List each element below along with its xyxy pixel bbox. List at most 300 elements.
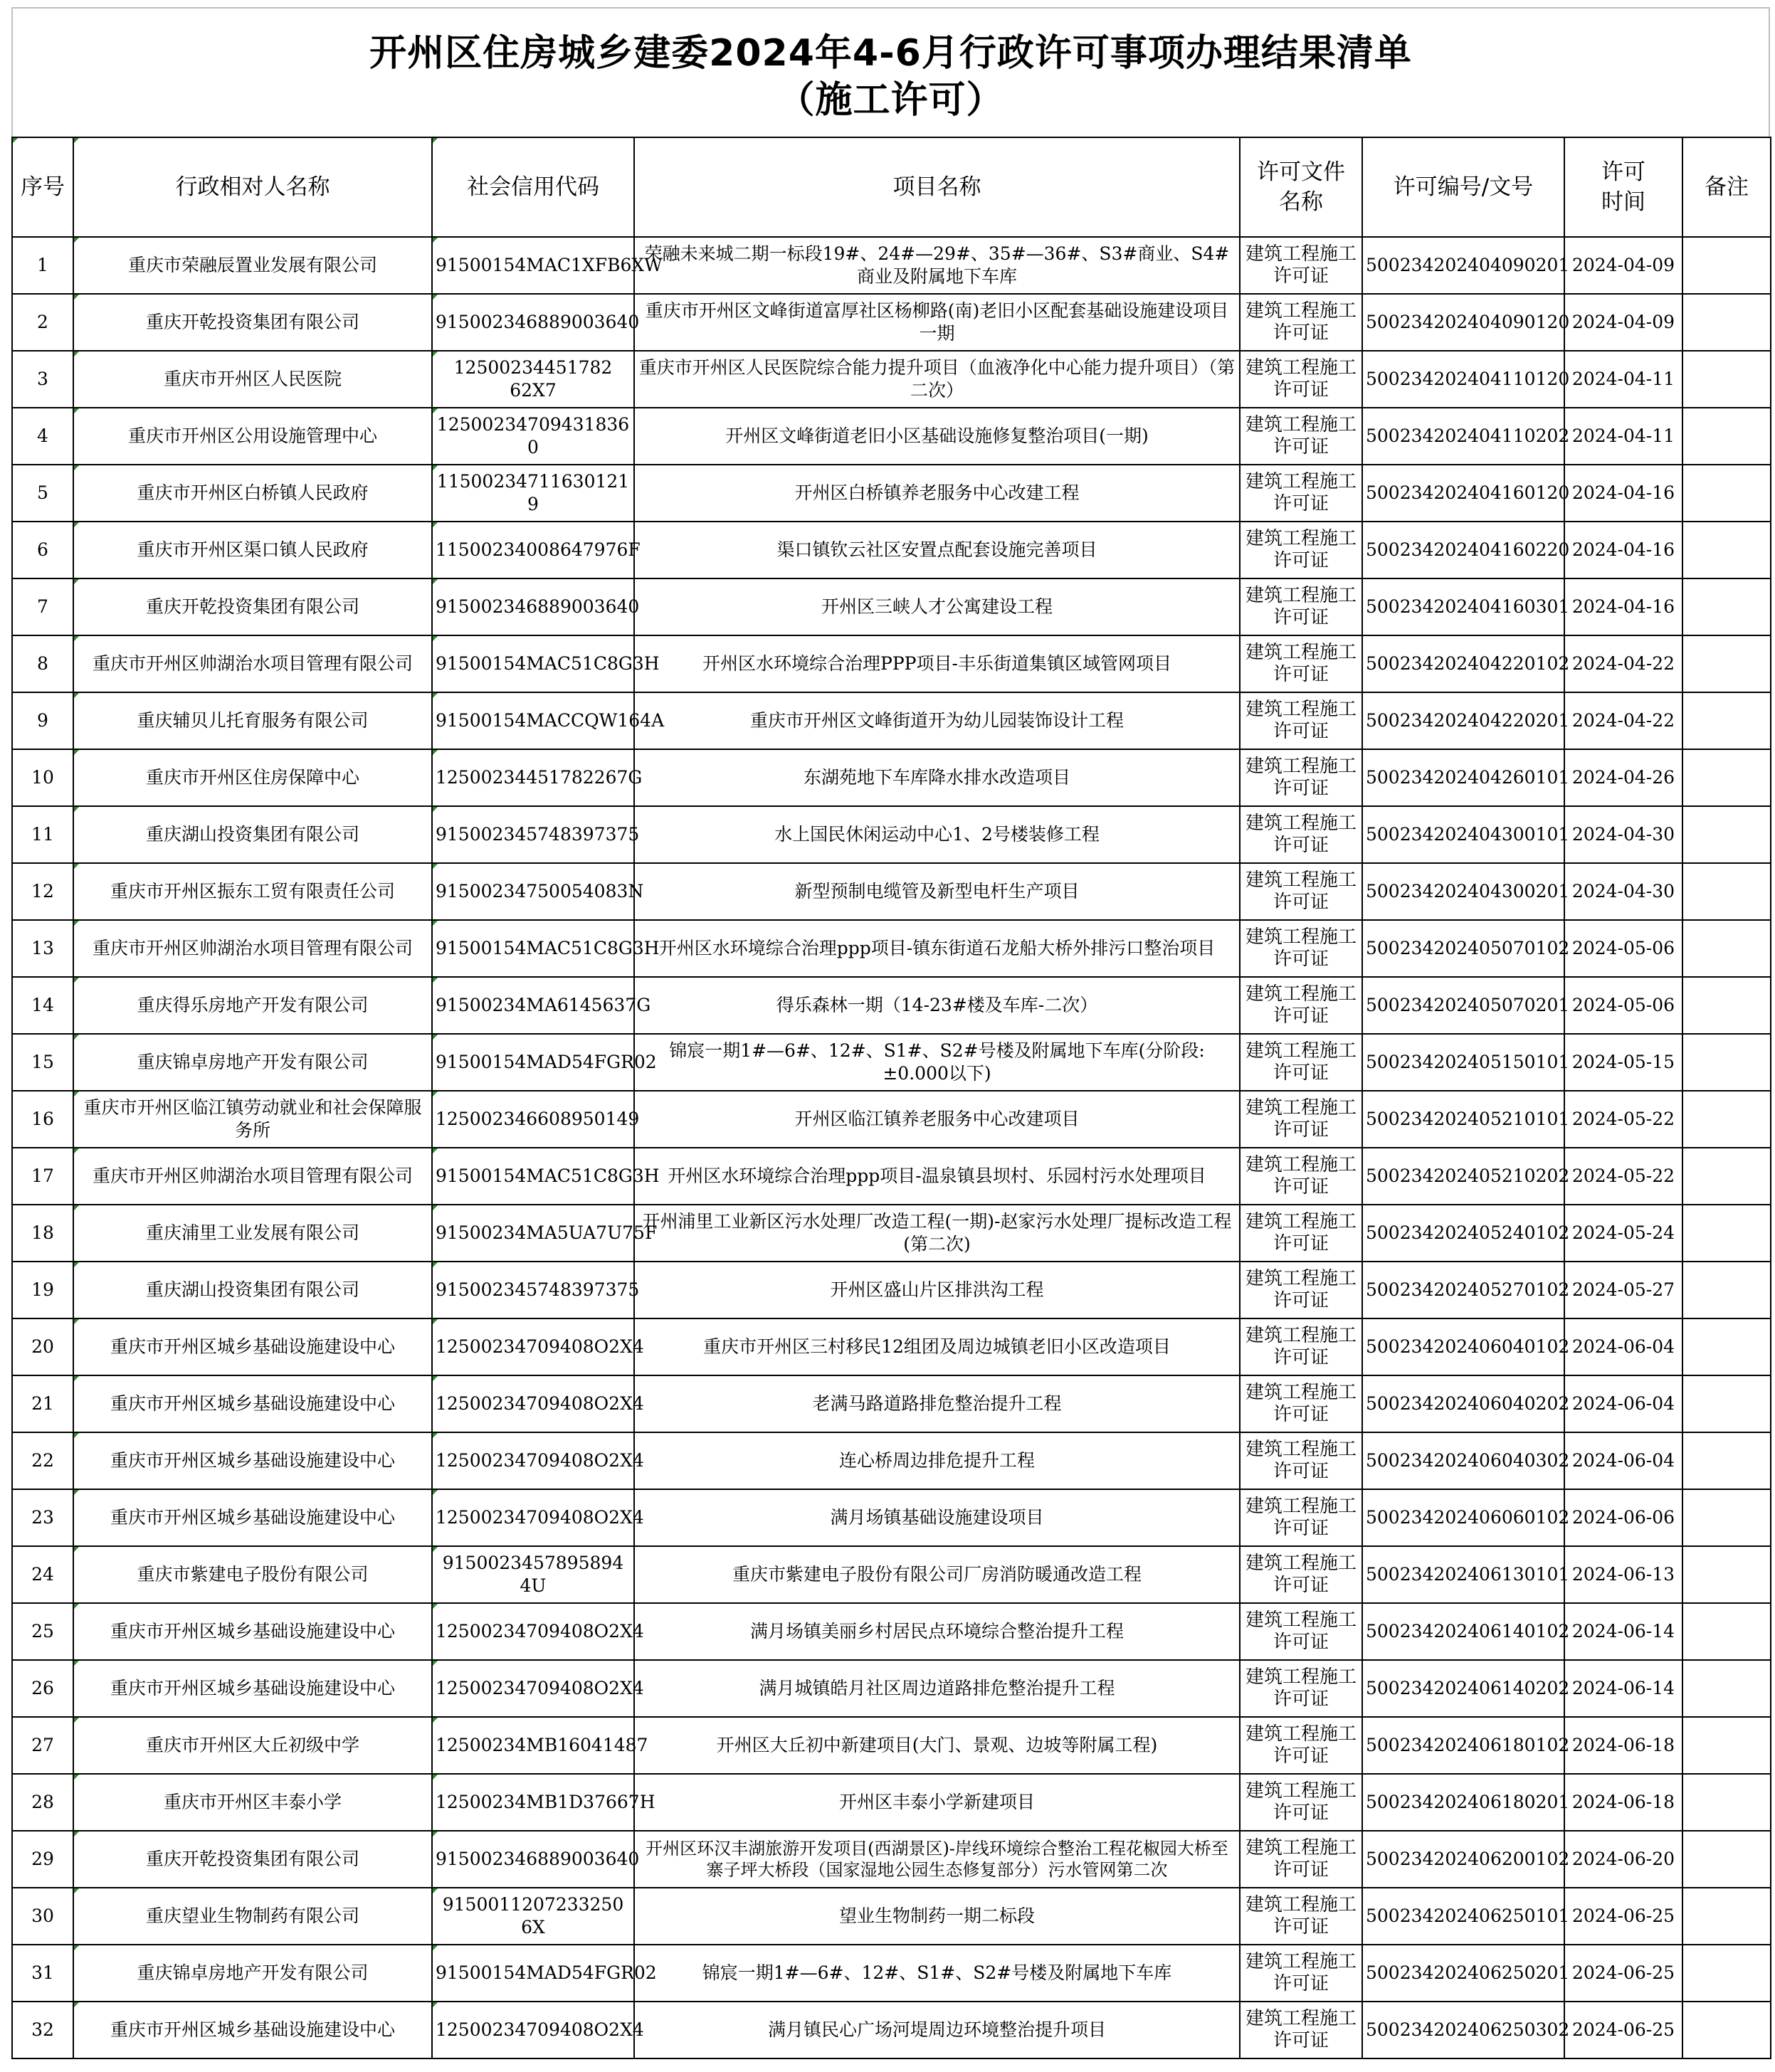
cell-permit-date: 2024-05-22 [1564, 1148, 1682, 1205]
table-row [12, 692, 1771, 749]
cell-project: 连心桥周边排危提升工程 [634, 1432, 1240, 1489]
cell-project: 荣融未来城二期一标段19#、24#—29#、35#—36#、S3#商业、S4#商业及附属地下车库 [634, 237, 1240, 294]
header-index: 序号 [12, 137, 73, 237]
cell-permit-date: 2024-04-26 [1564, 749, 1682, 806]
permit-results-sheet [11, 7, 1770, 2059]
cell-doc-name: 建筑工程施工许可证 [1240, 1034, 1362, 1091]
cell-index: 14 [12, 977, 73, 1034]
table-row [12, 977, 1771, 1034]
table-row [12, 1148, 1771, 1205]
cell-applicant: 重庆市开州区渠口镇人民政府 [73, 522, 432, 578]
cell-index: 15 [12, 1034, 73, 1091]
cell-remarks [1682, 351, 1771, 408]
cell-applicant: 重庆市开州区帅湖治水项目管理有限公司 [73, 1148, 432, 1205]
cell-applicant: 重庆开乾投资集团有限公司 [73, 578, 432, 635]
cell-credit-code: 91500154MAD54FGR02 [432, 1034, 634, 1091]
cell-permit-date: 2024-06-14 [1564, 1603, 1682, 1660]
cell-permit-date: 2024-06-18 [1564, 1774, 1682, 1831]
cell-applicant: 重庆开乾投资集团有限公司 [73, 1831, 432, 1888]
cell-index: 31 [12, 1945, 73, 2002]
cell-doc-name: 建筑工程施工许可证 [1240, 1318, 1362, 1375]
cell-credit-code: 91500234MA6145637G [432, 977, 634, 1034]
page-title: 开州区住房城乡建委2024年4-6月行政许可事项办理结果清单 [369, 32, 1412, 75]
cell-remarks [1682, 749, 1771, 806]
cell-applicant: 重庆市开州区帅湖治水项目管理有限公司 [73, 920, 432, 977]
cell-credit-code: 91500154MAC1XFB6XW [432, 237, 634, 294]
cell-project: 锦宸一期1#—6#、12#、S1#、S2#号楼及附属地下车库(分阶段:±0.000以下) [634, 1034, 1240, 1091]
cell-applicant: 重庆望业生物制药有限公司 [73, 1888, 432, 1945]
cell-permit-no: 500234202404090120 [1362, 294, 1564, 351]
cell-permit-no: 500234202405070102 [1362, 920, 1564, 977]
cell-index: 13 [12, 920, 73, 977]
cell-remarks [1682, 635, 1771, 692]
cell-permit-date: 2024-06-20 [1564, 1831, 1682, 1888]
cell-applicant: 重庆市开州区城乡基础设施建设中心 [73, 1660, 432, 1717]
cell-applicant: 重庆得乐房地产开发有限公司 [73, 977, 432, 1034]
cell-applicant: 重庆市荣融辰置业发展有限公司 [73, 237, 432, 294]
cell-permit-date: 2024-05-15 [1564, 1034, 1682, 1091]
cell-permit-date: 2024-04-09 [1564, 294, 1682, 351]
cell-applicant: 重庆辅贝儿托育服务有限公司 [73, 692, 432, 749]
table-row [12, 1945, 1771, 2002]
table-row [12, 1774, 1771, 1831]
table-row [12, 522, 1771, 578]
cell-project: 开州区白桥镇养老服务中心改建工程 [634, 465, 1240, 522]
cell-applicant: 重庆市开州区城乡基础设施建设中心 [73, 2002, 432, 2058]
cell-permit-date: 2024-05-24 [1564, 1205, 1682, 1262]
cell-doc-name: 建筑工程施工许可证 [1240, 465, 1362, 522]
cell-index: 26 [12, 1660, 73, 1717]
table-row [12, 351, 1771, 408]
cell-permit-no: 500234202406140202 [1362, 1660, 1564, 1717]
cell-applicant: 重庆市开州区人民医院 [73, 351, 432, 408]
cell-project: 开州区环汉丰湖旅游开发项目(西湖景区)-岸线环境综合整治工程花椒园大桥至寨子坪大桥段（国家湿地公园生态修复部分）污水管网第二次 [634, 1831, 1240, 1888]
cell-credit-code: 12500234MB1D37667H [432, 1774, 634, 1831]
table-row [12, 1546, 1771, 1603]
table-row [12, 1432, 1771, 1489]
cell-index: 32 [12, 2002, 73, 2058]
cell-permit-date: 2024-06-25 [1564, 1945, 1682, 2002]
cell-doc-name: 建筑工程施工许可证 [1240, 1888, 1362, 1945]
cell-permit-date: 2024-04-16 [1564, 465, 1682, 522]
cell-project: 开州浦里工业新区污水处理厂改造工程(一期)-赵家污水处理厂提标改造工程(第二次) [634, 1205, 1240, 1262]
cell-project: 开州区盛山片区排洪沟工程 [634, 1262, 1240, 1318]
cell-project: 渠口镇钦云社区安置点配套设施完善项目 [634, 522, 1240, 578]
permit-table [11, 137, 1771, 2059]
cell-permit-no: 500234202404110202 [1362, 408, 1564, 465]
table-row [12, 1717, 1771, 1774]
cell-remarks [1682, 1034, 1771, 1091]
cell-remarks [1682, 1660, 1771, 1717]
cell-project: 开州区文峰街道老旧小区基础设施修复整治项目(一期) [634, 408, 1240, 465]
cell-remarks [1682, 1375, 1771, 1432]
cell-applicant: 重庆市开州区帅湖治水项目管理有限公司 [73, 635, 432, 692]
cell-applicant: 重庆湖山投资集团有限公司 [73, 1262, 432, 1318]
cell-project: 望业生物制药一期二标段 [634, 1888, 1240, 1945]
cell-index: 11 [12, 806, 73, 863]
cell-permit-no: 500234202406180102 [1362, 1717, 1564, 1774]
cell-permit-no: 500234202405210202 [1362, 1148, 1564, 1205]
cell-project: 得乐森林一期（14-23#楼及车库-二次） [634, 977, 1240, 1034]
cell-remarks [1682, 1205, 1771, 1262]
cell-permit-date: 2024-05-22 [1564, 1091, 1682, 1148]
cell-project: 开州区三峡人才公寓建设工程 [634, 578, 1240, 635]
cell-credit-code: 91500154MAD54FGR02 [432, 1945, 634, 2002]
cell-doc-name: 建筑工程施工许可证 [1240, 1262, 1362, 1318]
cell-doc-name: 建筑工程施工许可证 [1240, 408, 1362, 465]
cell-index: 9 [12, 692, 73, 749]
page-subtitle: （施工许可） [777, 79, 1004, 122]
cell-permit-date: 2024-06-14 [1564, 1660, 1682, 1717]
cell-permit-date: 2024-06-04 [1564, 1375, 1682, 1432]
table-row [12, 408, 1771, 465]
cell-permit-no: 500234202406140102 [1362, 1603, 1564, 1660]
cell-permit-no: 500234202406180201 [1362, 1774, 1564, 1831]
cell-remarks [1682, 408, 1771, 465]
cell-doc-name: 建筑工程施工许可证 [1240, 920, 1362, 977]
cell-credit-code: 12500234709431836​0 [432, 408, 634, 465]
cell-permit-date: 2024-06-04 [1564, 1318, 1682, 1375]
table-header [12, 137, 1771, 237]
header-permit-date: 许可时间 [1564, 137, 1682, 237]
cell-permit-date: 2024-05-06 [1564, 920, 1682, 977]
cell-doc-name: 建筑工程施工许可证 [1240, 1717, 1362, 1774]
cell-project: 重庆市开州区三村移民12组团及周边城镇老旧小区改造项目 [634, 1318, 1240, 1375]
cell-credit-code: 12500234709408O2X4 [432, 1318, 634, 1375]
cell-remarks [1682, 1603, 1771, 1660]
table-row [12, 1375, 1771, 1432]
cell-permit-no: 500234202406200102 [1362, 1831, 1564, 1888]
cell-applicant: 重庆市开州区临江镇劳动就业和社会保障服务所 [73, 1091, 432, 1148]
cell-project: 开州区大丘初中新建项目(大门、景观、边坡等附属工程) [634, 1717, 1240, 1774]
cell-applicant: 重庆湖山投资集团有限公司 [73, 806, 432, 863]
cell-credit-code: 91500154MAC51C8G3H [432, 920, 634, 977]
cell-project: 开州区水环境综合治理ppp项目-温泉镇县坝村、乐园村污水处理项目 [634, 1148, 1240, 1205]
cell-credit-code: 915002346889003640 [432, 578, 634, 635]
cell-index: 24 [12, 1546, 73, 1603]
cell-index: 22 [12, 1432, 73, 1489]
cell-permit-date: 2024-04-11 [1564, 408, 1682, 465]
cell-doc-name: 建筑工程施工许可证 [1240, 578, 1362, 635]
cell-project: 水上国民休闲运动中心1、2号楼装修工程 [634, 806, 1240, 863]
cell-remarks [1682, 1091, 1771, 1148]
cell-project: 开州区丰泰小学新建项目 [634, 1774, 1240, 1831]
cell-index: 20 [12, 1318, 73, 1375]
table-row [12, 1660, 1771, 1717]
cell-credit-code: 12500234709408O2X4 [432, 1603, 634, 1660]
cell-applicant: 重庆市开州区城乡基础设施建设中心 [73, 1603, 432, 1660]
cell-applicant: 重庆市开州区城乡基础设施建设中心 [73, 1489, 432, 1546]
cell-remarks [1682, 977, 1771, 1034]
cell-applicant: 重庆市开州区白桥镇人民政府 [73, 465, 432, 522]
cell-doc-name: 建筑工程施工许可证 [1240, 749, 1362, 806]
cell-index: 17 [12, 1148, 73, 1205]
cell-credit-code: 12500234709408O2X4 [432, 1660, 634, 1717]
cell-permit-date: 2024-06-13 [1564, 1546, 1682, 1603]
cell-permit-date: 2024-06-18 [1564, 1717, 1682, 1774]
cell-doc-name: 建筑工程施工许可证 [1240, 863, 1362, 920]
header-remarks: 备注 [1682, 137, 1771, 237]
title-box [11, 7, 1770, 137]
cell-remarks [1682, 578, 1771, 635]
table-row [12, 465, 1771, 522]
cell-doc-name: 建筑工程施工许可证 [1240, 1774, 1362, 1831]
cell-project: 老满马路道路排危整治提升工程 [634, 1375, 1240, 1432]
table-row [12, 1091, 1771, 1148]
cell-permit-no: 500234202405150101 [1362, 1034, 1564, 1091]
cell-credit-code: 915002346889003640 [432, 294, 634, 351]
cell-doc-name: 建筑工程施工许可证 [1240, 1205, 1362, 1262]
cell-project: 满月场镇基础设施建设项目 [634, 1489, 1240, 1546]
cell-credit-code: 12500234709408O2X4 [432, 1375, 634, 1432]
cell-credit-code: 915002345748397375 [432, 806, 634, 863]
cell-credit-code: 12500234MB16041487 [432, 1717, 634, 1774]
cell-remarks [1682, 522, 1771, 578]
cell-credit-code: 91500234750054083N [432, 863, 634, 920]
cell-doc-name: 建筑工程施工许可证 [1240, 692, 1362, 749]
cell-index: 28 [12, 1774, 73, 1831]
table-row [12, 578, 1771, 635]
cell-permit-date: 2024-04-09 [1564, 237, 1682, 294]
cell-remarks [1682, 1318, 1771, 1375]
cell-doc-name: 建筑工程施工许可证 [1240, 1831, 1362, 1888]
cell-permit-date: 2024-04-16 [1564, 522, 1682, 578]
table-row [12, 2002, 1771, 2058]
cell-applicant: 重庆市开州区丰泰小学 [73, 1774, 432, 1831]
cell-index: 5 [12, 465, 73, 522]
cell-applicant: 重庆市开州区城乡基础设施建设中心 [73, 1318, 432, 1375]
header-doc-name: 许可文件名称 [1240, 137, 1362, 237]
cell-credit-code: 12500234709408O2X4 [432, 1432, 634, 1489]
cell-project: 开州区水环境综合治理ppp项目-镇东街道石龙船大桥外排污口整治项目 [634, 920, 1240, 977]
cell-permit-no: 500234202404160301 [1362, 578, 1564, 635]
cell-permit-no: 500234202406040102 [1362, 1318, 1564, 1375]
cell-permit-no: 500234202404090201 [1362, 237, 1564, 294]
cell-doc-name: 建筑工程施工许可证 [1240, 1148, 1362, 1205]
cell-permit-date: 2024-06-04 [1564, 1432, 1682, 1489]
cell-project: 开州区临江镇养老服务中心改建项目 [634, 1091, 1240, 1148]
cell-credit-code: 12500234709408O2X4 [432, 2002, 634, 2058]
cell-remarks [1682, 863, 1771, 920]
table-row [12, 1489, 1771, 1546]
cell-project: 东湖苑地下车库降水排水改造项目 [634, 749, 1240, 806]
cell-permit-no: 500234202406250101 [1362, 1888, 1564, 1945]
cell-applicant: 重庆市开州区城乡基础设施建设中心 [73, 1432, 432, 1489]
cell-credit-code: 12500234451782​62X7 [432, 351, 634, 408]
cell-applicant: 重庆浦里工业发展有限公司 [73, 1205, 432, 1262]
cell-permit-no: 500234202405070201 [1362, 977, 1564, 1034]
cell-project: 重庆市开州区文峰街道开为幼儿园装饰设计工程 [634, 692, 1240, 749]
cell-permit-no: 500234202406250201 [1362, 1945, 1564, 2002]
table-row [12, 1318, 1771, 1375]
cell-doc-name: 建筑工程施工许可证 [1240, 237, 1362, 294]
cell-permit-no: 500234202404160120 [1362, 465, 1564, 522]
cell-credit-code: 91500154MAC51C8G3H [432, 1148, 634, 1205]
header-permit-no: 许可编号/文号 [1362, 137, 1564, 237]
cell-applicant: 重庆市紫建电子股份有限公司 [73, 1546, 432, 1603]
cell-index: 4 [12, 408, 73, 465]
cell-permit-date: 2024-05-27 [1564, 1262, 1682, 1318]
cell-index: 16 [12, 1091, 73, 1148]
header-applicant: 行政相对人名称 [73, 137, 432, 237]
table-row [12, 1262, 1771, 1318]
cell-index: 23 [12, 1489, 73, 1546]
cell-doc-name: 建筑工程施工许可证 [1240, 1375, 1362, 1432]
cell-index: 30 [12, 1888, 73, 1945]
cell-project: 开州区水环境综合治理PPP项目-丰乐街道集镇区域管网项目 [634, 635, 1240, 692]
cell-index: 29 [12, 1831, 73, 1888]
cell-credit-code: 9150023457895894​4U [432, 1546, 634, 1603]
cell-remarks [1682, 1148, 1771, 1205]
cell-remarks [1682, 1432, 1771, 1489]
cell-permit-no: 500234202404300201 [1362, 863, 1564, 920]
table-row [12, 294, 1771, 351]
cell-permit-no: 500234202404110120 [1362, 351, 1564, 408]
cell-doc-name: 建筑工程施工许可证 [1240, 1546, 1362, 1603]
header-credit-code: 社会信用代码 [432, 137, 634, 237]
cell-permit-no: 500234202404300101 [1362, 806, 1564, 863]
cell-credit-code: 915002346889003640 [432, 1831, 634, 1888]
cell-doc-name: 建筑工程施工许可证 [1240, 351, 1362, 408]
cell-doc-name: 建筑工程施工许可证 [1240, 1091, 1362, 1148]
cell-index: 3 [12, 351, 73, 408]
cell-doc-name: 建筑工程施工许可证 [1240, 294, 1362, 351]
table-row [12, 1888, 1771, 1945]
cell-credit-code: 91500234MA5UA7U75F [432, 1205, 634, 1262]
cell-project: 锦宸一期1#—6#、12#、S1#、S2#号楼及附属地下车库 [634, 1945, 1240, 2002]
cell-credit-code: 12500234451782267G [432, 749, 634, 806]
cell-permit-date: 2024-04-11 [1564, 351, 1682, 408]
cell-remarks [1682, 692, 1771, 749]
cell-project: 满月城镇皓月社区周边道路排危整治提升工程 [634, 1660, 1240, 1717]
cell-remarks [1682, 1546, 1771, 1603]
cell-permit-date: 2024-04-22 [1564, 692, 1682, 749]
cell-permit-no: 500234202404160220 [1362, 522, 1564, 578]
cell-permit-no: 500234202406060102 [1362, 1489, 1564, 1546]
cell-applicant: 重庆市开州区公用设施管理中心 [73, 408, 432, 465]
cell-applicant: 重庆市开州区住房保障中心 [73, 749, 432, 806]
table-row [12, 635, 1771, 692]
cell-permit-no: 500234202406250302 [1362, 2002, 1564, 2058]
cell-project: 重庆市紫建电子股份有限公司厂房消防暖通改造工程 [634, 1546, 1240, 1603]
cell-project: 重庆市开州区文峰街道富厚社区杨柳路(南)老旧小区配套基础设施建设项目一期 [634, 294, 1240, 351]
cell-index: 7 [12, 578, 73, 635]
cell-permit-date: 2024-04-30 [1564, 863, 1682, 920]
cell-credit-code: 11500234008647976F [432, 522, 634, 578]
cell-remarks [1682, 294, 1771, 351]
cell-credit-code: 91500154MACCQW164A [432, 692, 634, 749]
cell-permit-no: 500234202406040302 [1362, 1432, 1564, 1489]
cell-index: 10 [12, 749, 73, 806]
cell-permit-no: 500234202404220102 [1362, 635, 1564, 692]
cell-index: 18 [12, 1205, 73, 1262]
cell-permit-no: 500234202405240102 [1362, 1205, 1564, 1262]
cell-doc-name: 建筑工程施工许可证 [1240, 1432, 1362, 1489]
cell-remarks [1682, 465, 1771, 522]
cell-remarks [1682, 1489, 1771, 1546]
cell-doc-name: 建筑工程施工许可证 [1240, 977, 1362, 1034]
cell-remarks [1682, 806, 1771, 863]
cell-applicant: 重庆市开州区大丘初级中学 [73, 1717, 432, 1774]
cell-doc-name: 建筑工程施工许可证 [1240, 1945, 1362, 2002]
cell-doc-name: 建筑工程施工许可证 [1240, 522, 1362, 578]
table-row [12, 1034, 1771, 1091]
cell-permit-date: 2024-06-06 [1564, 1489, 1682, 1546]
cell-credit-code: 11500234711630121​9 [432, 465, 634, 522]
table-row [12, 1603, 1771, 1660]
cell-remarks [1682, 1888, 1771, 1945]
cell-index: 2 [12, 294, 73, 351]
cell-index: 21 [12, 1375, 73, 1432]
cell-permit-no: 500234202405270102 [1362, 1262, 1564, 1318]
cell-project: 满月场镇美丽乡村居民点环境综合整治提升工程 [634, 1603, 1240, 1660]
cell-doc-name: 建筑工程施工许可证 [1240, 2002, 1362, 2058]
cell-project: 满月镇民心广场河堤周边环境整治提升项目 [634, 2002, 1240, 2058]
cell-permit-date: 2024-04-16 [1564, 578, 1682, 635]
table-row [12, 1205, 1771, 1262]
table-row [12, 920, 1771, 977]
cell-index: 1 [12, 237, 73, 294]
table-row [12, 237, 1771, 294]
cell-permit-date: 2024-06-25 [1564, 1888, 1682, 1945]
cell-credit-code: 91500154MAC51C8G3H [432, 635, 634, 692]
table-row [12, 749, 1771, 806]
cell-applicant: 重庆市开州区振东工贸有限责任公司 [73, 863, 432, 920]
cell-index: 6 [12, 522, 73, 578]
cell-remarks [1682, 1945, 1771, 2002]
cell-project: 新型预制电缆管及新型电杆生产项目 [634, 863, 1240, 920]
cell-remarks [1682, 1774, 1771, 1831]
cell-permit-no: 500234202405210101 [1362, 1091, 1564, 1148]
cell-remarks [1682, 2002, 1771, 2058]
cell-permit-date: 2024-04-30 [1564, 806, 1682, 863]
cell-doc-name: 建筑工程施工许可证 [1240, 635, 1362, 692]
cell-index: 25 [12, 1603, 73, 1660]
cell-remarks [1682, 920, 1771, 977]
cell-remarks [1682, 1831, 1771, 1888]
cell-permit-no: 500234202404260101 [1362, 749, 1564, 806]
table-row [12, 806, 1771, 863]
cell-permit-date: 2024-06-25 [1564, 2002, 1682, 2058]
cell-permit-date: 2024-04-22 [1564, 635, 1682, 692]
cell-permit-no: 500234202406130101 [1362, 1546, 1564, 1603]
table-body [12, 237, 1771, 2058]
cell-applicant: 重庆开乾投资集团有限公司 [73, 294, 432, 351]
cell-index: 8 [12, 635, 73, 692]
cell-doc-name: 建筑工程施工许可证 [1240, 806, 1362, 863]
cell-index: 27 [12, 1717, 73, 1774]
cell-doc-name: 建筑工程施工许可证 [1240, 1660, 1362, 1717]
cell-index: 19 [12, 1262, 73, 1318]
cell-index: 12 [12, 863, 73, 920]
cell-remarks [1682, 1717, 1771, 1774]
cell-applicant: 重庆市开州区城乡基础设施建设中心 [73, 1375, 432, 1432]
cell-remarks [1682, 1262, 1771, 1318]
header-project: 项目名称 [634, 137, 1240, 237]
cell-applicant: 重庆锦卓房地产开发有限公司 [73, 1034, 432, 1091]
cell-applicant: 重庆锦卓房地产开发有限公司 [73, 1945, 432, 2002]
cell-credit-code: 915002345748397375 [432, 1262, 634, 1318]
table-row [12, 1831, 1771, 1888]
cell-project: 重庆市开州区人民医院综合能力提升项目（血液净化中心能力提升项目）（第二次） [634, 351, 1240, 408]
cell-credit-code: 125002346608950149 [432, 1091, 634, 1148]
cell-permit-no: 500234202404220201 [1362, 692, 1564, 749]
cell-remarks [1682, 237, 1771, 294]
cell-credit-code: 9150011207233250​6X [432, 1888, 634, 1945]
cell-doc-name: 建筑工程施工许可证 [1240, 1603, 1362, 1660]
cell-doc-name: 建筑工程施工许可证 [1240, 1489, 1362, 1546]
cell-permit-date: 2024-05-06 [1564, 977, 1682, 1034]
